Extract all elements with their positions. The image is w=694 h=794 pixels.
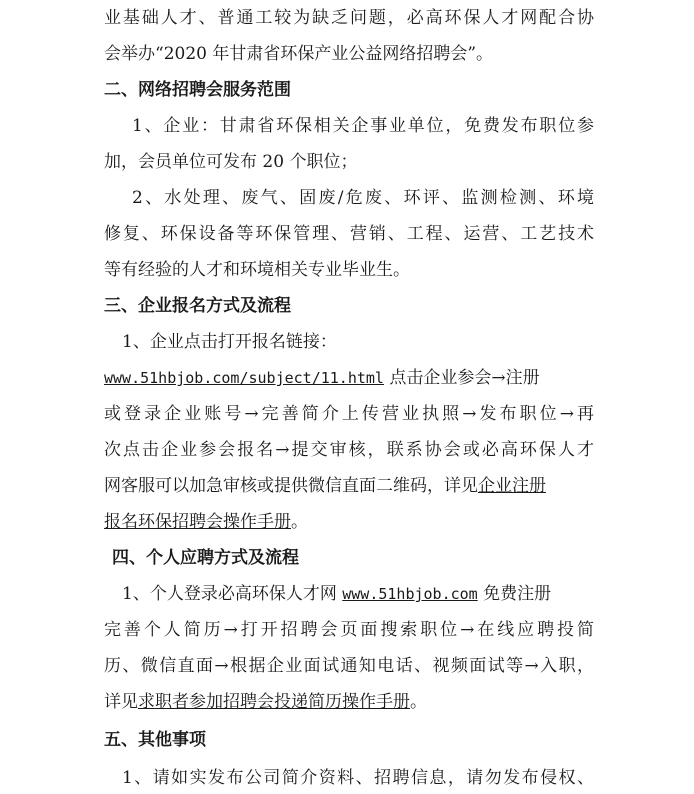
s2-item-2-line-3: 等有经验的人才和环境相关专业毕业生。 xyxy=(104,260,410,280)
s4-line-3: 历、微信直面→根据企业面试通知电话、视频面试等→入职， xyxy=(104,656,594,676)
enterprise-manual-link-part-2[interactable]: 报名环保招聘会操作手册 xyxy=(104,512,291,532)
personal-site-link[interactable]: www.51hbjob.com xyxy=(342,585,478,603)
s4-item-1-suffix: 免费注册 xyxy=(477,584,552,604)
s3-after-url: 点击企业参会→注册 xyxy=(383,368,540,388)
s4-item-1-prefix: 1、个人登录必高环保人才网 xyxy=(122,584,343,604)
s2-item-1-line-2: 加，会员单位可发布 20 个职位； xyxy=(104,152,358,172)
s5-item-1-line-1: 1、请如实发布公司简介资料、招聘信息，请勿发布侵权、 xyxy=(122,768,594,788)
enterprise-manual-link-part-1[interactable]: 企业注册 xyxy=(478,476,546,496)
s4-line-4-prefix: 详见 xyxy=(104,692,138,712)
s4-item-1-line-1 xyxy=(122,584,594,606)
s3-line-5-prefix: 网客服可以加急审核或提供微信直面二维码，详见 xyxy=(104,476,478,496)
s3-line-6-suffix: 。 xyxy=(291,512,308,532)
section-5-heading: 五、其他事项 xyxy=(104,730,206,750)
s4-line-4 xyxy=(104,692,594,714)
intro-line-2: 会举办“2020 年甘肃省环保产业公益网络招聘会”。 xyxy=(104,44,494,64)
s3-line-6 xyxy=(104,512,594,534)
jobseeker-manual-link[interactable]: 求职者参加招聘会投递简历操作手册 xyxy=(138,692,410,712)
s3-line-4: 次点击企业参会报名→提交审核，联系协会或必高环保人才 xyxy=(104,440,594,460)
section-4-heading: 四、个人应聘方式及流程 xyxy=(112,548,299,568)
s3-item-1-line-1: 1、企业点击打开报名链接： xyxy=(122,332,337,352)
section-2-heading: 二、网络招聘会服务范围 xyxy=(104,80,291,100)
s3-line-5 xyxy=(104,476,594,498)
s3-line-3: 或登录企业账号→完善简介上传营业执照→发布职位→再 xyxy=(104,404,594,424)
s4-line-4-suffix: 。 xyxy=(410,692,427,712)
s4-line-2: 完善个人简历→打开招聘会页面搜索职位→在线应聘投简 xyxy=(104,620,594,640)
s3-url-line xyxy=(104,368,594,390)
section-3-heading: 三、企业报名方式及流程 xyxy=(104,296,291,316)
intro-line-1: 业基础人才、普通工较为缺乏问题，必高环保人才网配合协 xyxy=(104,8,594,28)
s2-item-2-line-1: 2、水处理、废气、固废/危废、环评、监测检测、环境 xyxy=(132,188,594,208)
registration-link[interactable]: www.51hbjob.com/subject/11.html xyxy=(104,369,384,387)
s2-item-1-line-1: 1、企业：甘肃省环保相关企事业单位，免费发布职位参 xyxy=(132,116,594,136)
s2-item-2-line-2: 修复、环保设备等环保管理、营销、工程、运营、工艺技术 xyxy=(104,224,594,244)
